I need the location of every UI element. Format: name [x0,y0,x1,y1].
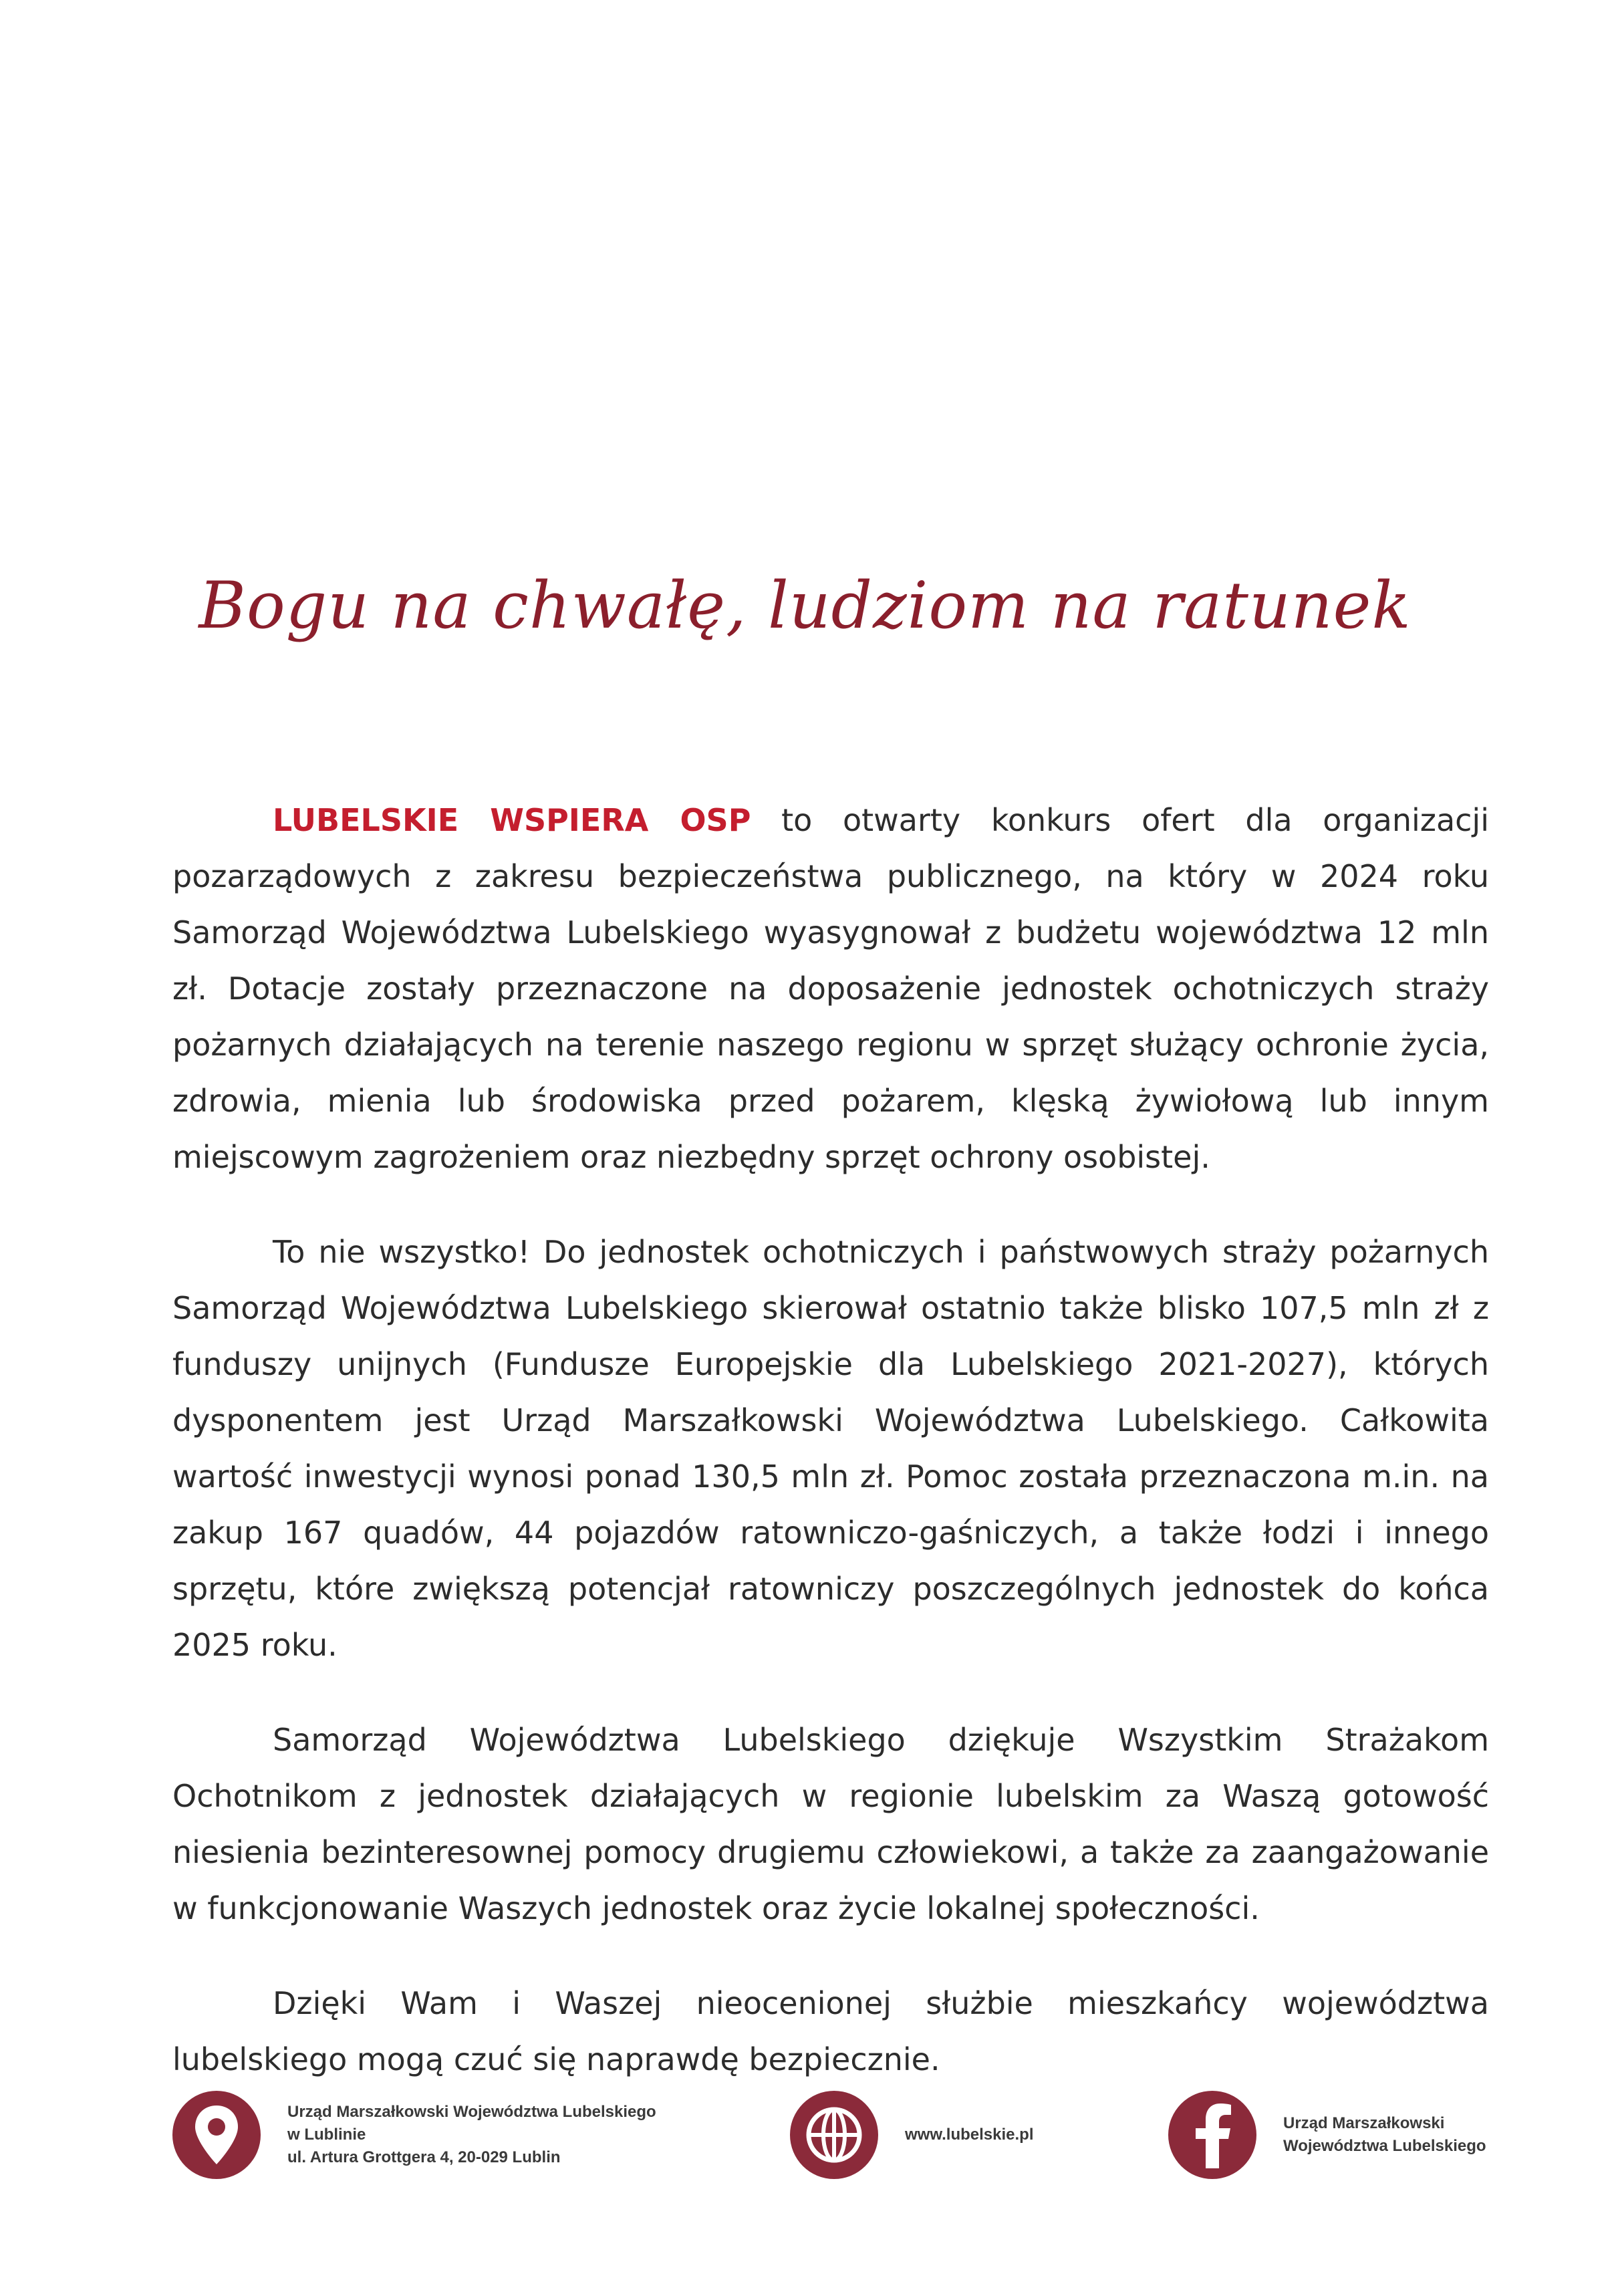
paragraph-3: Samorząd Województwa Lubelskiego dziękuje Wszystkim Strażakom Ochotnikom z jednostek działających w regionie lubelskim za Waszą gotowość niesienia bezinteresownej pomocy drugiemu człowiekowi, a także za zaangażowanie w funkcjonowanie Waszych jednostek oraz życie lokalnej społeczności. [172,1722,1489,1926]
footer-facebook [1168,2091,1486,2179]
paragraph-2: To nie wszystko! Do jednostek ochotniczych i państwowych straży pożarnych Samorząd Województwa Lubelskiego skierował ostatnio także blisko 107,5 mln zł z funduszy unijnych (Fundusze Europejskie dla Lubelskiego 2021-2027), których dysponentem jest Urząd Marszałkowski Województwa Lubelskiego. Całkowita wartość inwestycji wynosi ponad 130,5 mln zł. Pomoc została przeznaczona m.in. na zakup 167 quadów, 44 pojazdów ratowniczo-gaśniczych, a także łodzi i innego sprzętu, które zwiększą potencjał ratowniczy poszczególnych jednostek do końca 2025 roku. [172,1234,1489,1663]
facebook-line-2: Województwa Lubelskiego [1283,2137,1486,2155]
motto-heading: Bogu na chwałę, ludziom na ratunek [198,568,1412,643]
address-line-1: Urząd Marszałkowski Województwa Lubelskiego [287,2103,656,2121]
paragraph-1 [172,792,1489,1185]
program-name: LUBELSKIE WSPIERA OSP [273,802,751,838]
globe-icon [790,2091,878,2179]
location-pin-icon [172,2091,261,2179]
address-text [287,2101,656,2169]
facebook-text [1283,2112,1486,2158]
address-line-2: w Lublinie [287,2126,366,2144]
footer-website [790,2091,1034,2179]
facebook-line-1: Urząd Marszałkowski [1283,2114,1445,2132]
facebook-icon[interactable] [1168,2091,1256,2179]
footer [0,2079,1610,2186]
footer-address [172,2091,656,2179]
paragraph-1-text: to otwarty konkurs ofert dla organizacji pozarządowych z zakresu bezpieczeństwa publicznego, na który w 2024 roku Samorząd Województwa Lubelskiego wyasygnował z budżetu województwa 12 mln zł. Dotacje zostały przeznaczone na doposażenie jednostek ochotniczych straży pożarnych działających na terenie naszego regionu w sprzęt służący ochronie życia, zdrowia, mienia lub środowiska przed pożarem, klęską żywiołową lub innym miejscowym zagrożeniem oraz niezbędny sprzęt ochrony osobistej. [172,802,1489,1175]
letter-body [172,792,1489,2087]
address-line-3: ul. Artura Grottgera 4, 20-029 Lublin [287,2148,561,2166]
paragraph-4: Dzięki Wam i Waszej nieocenionej służbie mieszkańcy województwa lubelskiego mogą czuć się naprawdę bezpiecznie. [172,1985,1489,2077]
website-link[interactable]: www.lubelskie.pl [905,2126,1034,2144]
